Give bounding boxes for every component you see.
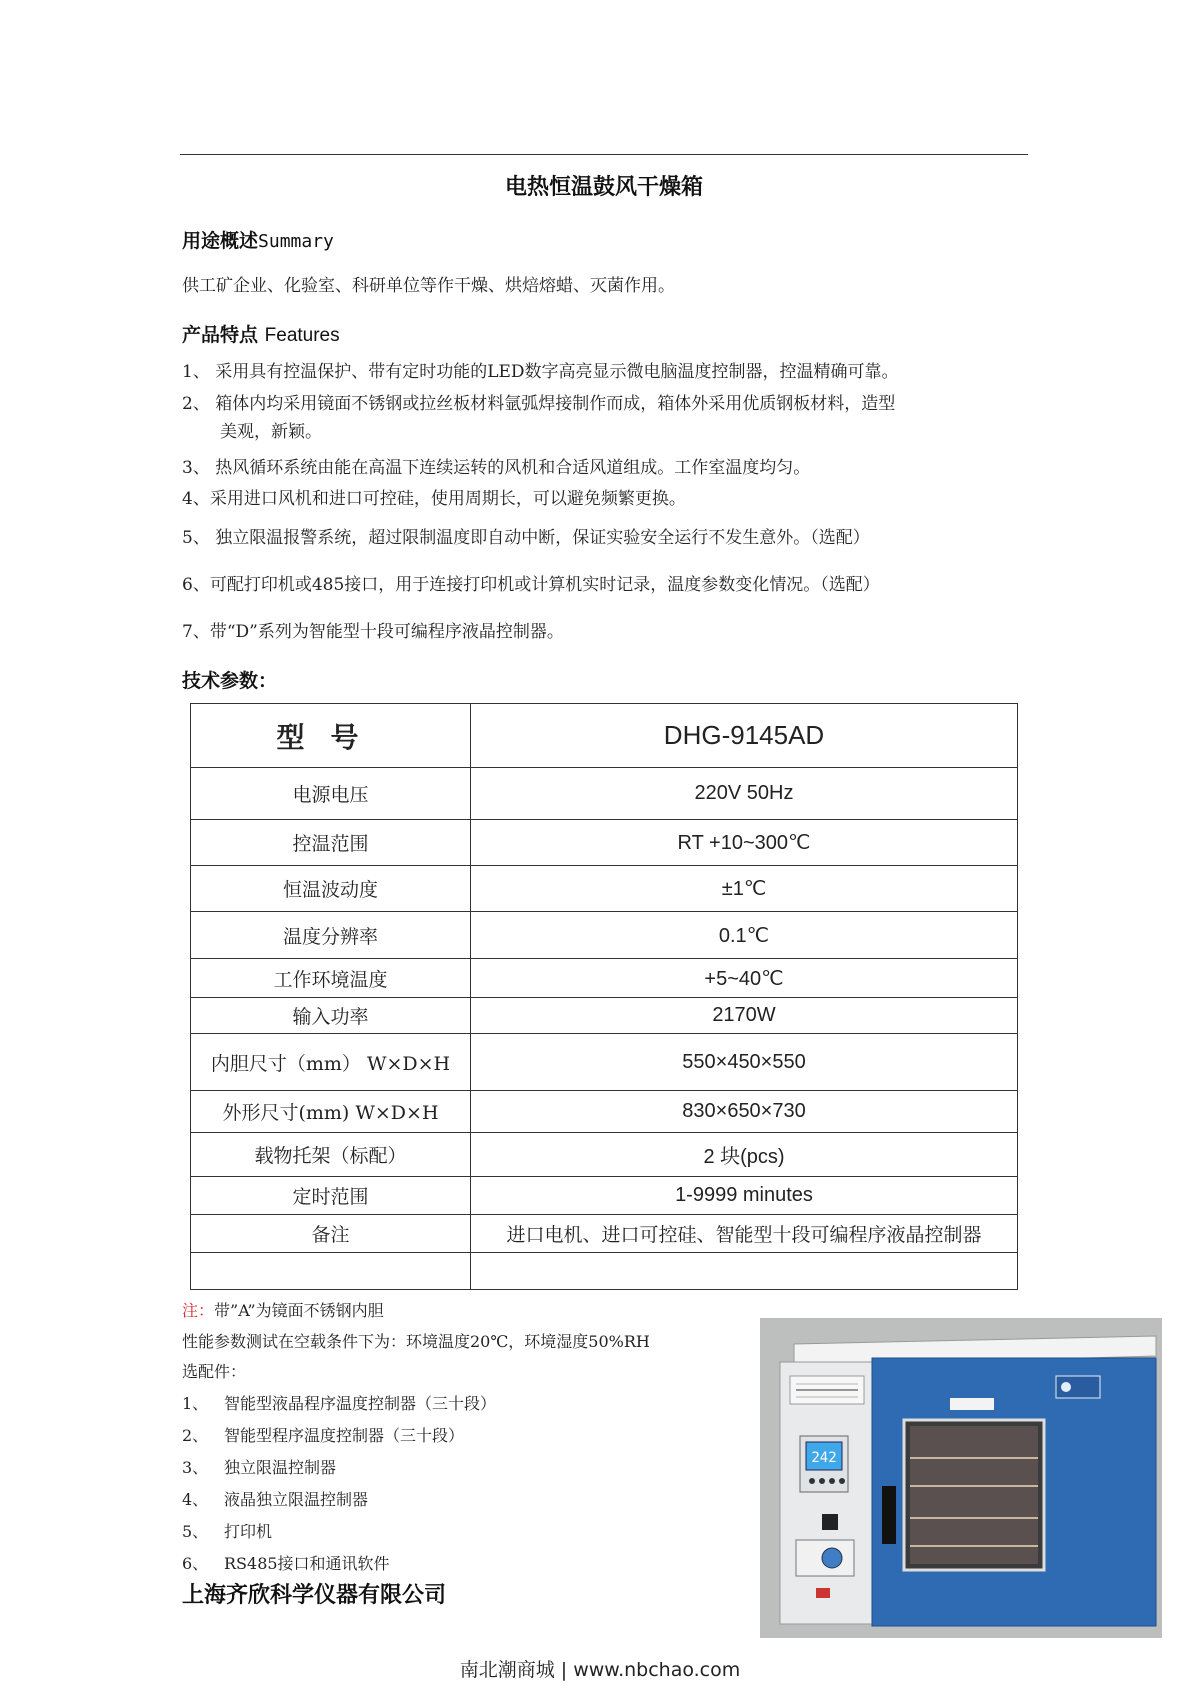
spec-value: 220V 50Hz bbox=[471, 768, 1018, 820]
spec-value: RT +10~300℃ bbox=[471, 820, 1018, 866]
list-item bbox=[182, 1452, 496, 1484]
feature-text: 5、 独立限温报警系统，超过限制温度即自动中断，保证实验安全运行不发生意外。（选配） bbox=[182, 528, 870, 548]
spec-key: 工作环境温度 bbox=[191, 959, 471, 998]
accessories-heading: 选配件： bbox=[182, 1362, 247, 1381]
feature-text-continued: 美观，新颖。 bbox=[220, 422, 322, 442]
controller-display: 242 bbox=[811, 1450, 837, 1466]
list-number: 1、 bbox=[182, 1394, 209, 1413]
spec-key: 恒温波动度 bbox=[191, 866, 471, 912]
spec-header-key: 型号 bbox=[191, 704, 471, 768]
table-row bbox=[191, 1177, 1018, 1215]
spec-key: 控温范围 bbox=[191, 820, 471, 866]
summary-heading-cn: 用途概述 bbox=[182, 230, 259, 252]
summary-heading-en: Summary bbox=[258, 231, 334, 252]
header-rule bbox=[180, 154, 1028, 155]
spec-header-value: DHG-9145AD bbox=[471, 704, 1018, 768]
features-heading bbox=[182, 320, 340, 347]
drying-oven-illustration bbox=[760, 1318, 1162, 1638]
feature-text: 6、可配打印机或485接口，用于连接打印机或计算机实时记录，温度参数变化情况。（选配） bbox=[182, 575, 880, 595]
list-number: 5、 bbox=[182, 1522, 209, 1541]
spec-value: 2 块(pcs) bbox=[471, 1133, 1018, 1177]
list-number: 3、 bbox=[182, 1458, 209, 1477]
spec-value: 进口电机、进口可控硅、智能型十段可编程序液晶控制器 bbox=[471, 1215, 1018, 1253]
feature-text: 3、 热风循环系统由能在高温下连续运转的风机和合适风道组成。工作室温度均匀。 bbox=[182, 458, 811, 478]
list-text: RS485接口和通讯软件 bbox=[224, 1554, 390, 1573]
feature-text: 4、采用进口风机和进口可控硅，使用周期长，可以避免频繁更换。 bbox=[182, 489, 686, 509]
product-photo bbox=[760, 1318, 1162, 1638]
spec-value: +5~40℃ bbox=[471, 959, 1018, 998]
feature-item-5 bbox=[182, 524, 1032, 552]
footer: 南北潮商城 | www.nbchao.com bbox=[459, 1659, 741, 1681]
summary-text: 供工矿企业、化验室、科研单位等作干燥、烘焙熔蜡、灭菌作用。 bbox=[182, 276, 675, 296]
spec-key: 载物托架（标配） bbox=[191, 1133, 471, 1177]
table-row bbox=[191, 768, 1018, 820]
spec-value: 0.1℃ bbox=[471, 912, 1018, 959]
feature-item-2 bbox=[182, 390, 1032, 446]
spec-value: 2170W bbox=[471, 998, 1018, 1034]
list-item bbox=[182, 1420, 496, 1452]
feature-item-1 bbox=[182, 358, 1032, 386]
feature-item-4 bbox=[182, 485, 1032, 513]
feature-item-3 bbox=[182, 454, 1032, 482]
table-row bbox=[191, 959, 1018, 998]
accessories-list bbox=[182, 1388, 496, 1580]
list-item bbox=[182, 1484, 496, 1516]
spec-key: 内胆尺寸（mm） W×D×H bbox=[191, 1034, 471, 1091]
table-row bbox=[191, 866, 1018, 912]
spec-key: 电源电压 bbox=[191, 768, 471, 820]
spec-key bbox=[191, 1253, 471, 1290]
spec-value: ±1℃ bbox=[471, 866, 1018, 912]
company-name: 上海齐欣科学仪器有限公司 bbox=[182, 1583, 447, 1608]
list-number: 6、 bbox=[182, 1554, 209, 1573]
table-row bbox=[191, 1133, 1018, 1177]
list-text: 智能型液晶程序温度控制器（三十段） bbox=[224, 1394, 497, 1413]
table-row bbox=[191, 1091, 1018, 1133]
feature-item-6 bbox=[182, 571, 1032, 599]
test-condition: 性能参数测试在空载条件下为：环境温度20℃，环境湿度50%RH bbox=[182, 1332, 650, 1351]
red-note-prefix: 注： bbox=[182, 1301, 215, 1320]
spec-value: 1-9999 minutes bbox=[471, 1177, 1018, 1215]
table-row bbox=[191, 1215, 1018, 1253]
spec-table bbox=[190, 703, 1018, 1290]
red-note bbox=[182, 1300, 384, 1322]
spec-key: 输入功率 bbox=[191, 998, 471, 1034]
table-row bbox=[191, 1034, 1018, 1091]
table-row bbox=[191, 912, 1018, 959]
spec-key: 备注 bbox=[191, 1215, 471, 1253]
list-text: 智能型程序温度控制器（三十段） bbox=[224, 1426, 465, 1445]
spec-key: 定时范围 bbox=[191, 1177, 471, 1215]
spec-value: 830×650×730 bbox=[471, 1091, 1018, 1133]
list-number: 2、 bbox=[182, 1426, 209, 1445]
features-heading-cn: 产品特点 bbox=[182, 324, 259, 346]
summary-heading bbox=[182, 226, 334, 253]
spec-value bbox=[471, 1253, 1018, 1290]
spec-heading: 技术参数： bbox=[182, 670, 278, 692]
document-title: 电热恒温鼓风干燥箱 bbox=[504, 175, 703, 200]
feature-text: 2、 箱体内均采用镜面不锈钢或拉丝板材料氩弧焊接制作而成，箱体外采用优质钢板材料，造型 bbox=[182, 394, 896, 414]
spec-value: 550×450×550 bbox=[471, 1034, 1018, 1091]
table-row bbox=[191, 820, 1018, 866]
list-item bbox=[182, 1516, 496, 1548]
list-text: 独立限温控制器 bbox=[224, 1458, 337, 1477]
list-text: 液晶独立限温控制器 bbox=[224, 1490, 369, 1509]
list-text: 打印机 bbox=[224, 1522, 273, 1541]
table-row bbox=[191, 998, 1018, 1034]
spec-key: 温度分辨率 bbox=[191, 912, 471, 959]
spec-header-row bbox=[191, 704, 1018, 768]
feature-item-7 bbox=[182, 618, 1032, 646]
features-heading-en: Features bbox=[264, 325, 340, 346]
table-row-empty bbox=[191, 1253, 1018, 1290]
spec-key: 外形尺寸(mm) W×D×H bbox=[191, 1091, 471, 1133]
list-number: 4、 bbox=[182, 1490, 209, 1509]
feature-text: 1、 采用具有控温保护、带有定时功能的LED数字高亮显示微电脑温度控制器，控温精确可靠。 bbox=[182, 362, 899, 382]
feature-text: 7、带“D”系列为智能型十段可编程序液晶控制器。 bbox=[182, 622, 564, 642]
list-item bbox=[182, 1548, 496, 1580]
red-note-text: 带”A”为镜面不锈钢内胆 bbox=[214, 1301, 384, 1320]
list-item bbox=[182, 1388, 496, 1420]
